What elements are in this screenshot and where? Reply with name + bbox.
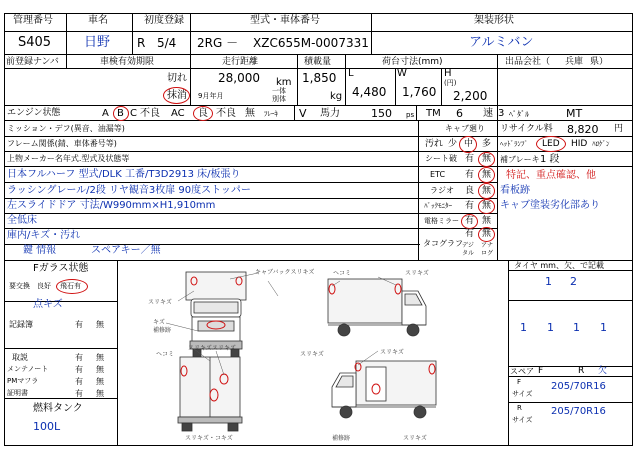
etc-no: 無: [482, 170, 492, 180]
dirt-low: 少: [448, 139, 458, 149]
frame-label: フレーム関係(錆、車体番号等): [7, 139, 117, 148]
taco-digi: デジ: [462, 242, 474, 249]
dims-label: 荷台寸法(mm): [382, 57, 443, 67]
dirt-mid-circle: [459, 136, 477, 153]
taco-tal: タル: [462, 250, 475, 257]
grid-line: [4, 213, 497, 214]
diagram-label: キズ: [153, 319, 165, 326]
cert-no: 無: [96, 389, 104, 398]
grid-line: [508, 376, 633, 377]
mirror-yes-circle: [461, 214, 478, 229]
glass-chip-circle: [56, 279, 88, 294]
grid-line: [66, 13, 67, 68]
spare-f: F: [538, 366, 544, 376]
headlamp-led: LED: [542, 139, 560, 149]
grid-line: [4, 120, 633, 121]
glass-state: 点キズ: [33, 299, 63, 310]
fuel-label: 燃料タンク: [33, 403, 83, 414]
glass-chip: 飛石有: [60, 282, 81, 290]
note-special: 特記、重点確認、他: [506, 170, 596, 181]
diagram-label: スリキズ: [403, 435, 427, 442]
back-no-circle: [478, 199, 495, 214]
era: R: [137, 36, 146, 50]
grid-line: [4, 182, 420, 183]
spec-line-3: 左スライドドア 寸法/W990mm×H1,910mm: [7, 200, 216, 211]
pm-label: PMマフラ: [7, 377, 39, 385]
maker-value: 日野: [84, 35, 111, 50]
cert-label: 証明書: [7, 389, 28, 397]
engine-bad: 不良: [140, 108, 160, 119]
mirror-label: 電格ミラー: [424, 217, 459, 225]
grid-line: [441, 68, 442, 105]
spec-line-4: 全低床: [7, 215, 37, 226]
taco-no-circle: [478, 227, 495, 242]
grid-line: [4, 348, 117, 349]
ac-label: AC: [171, 108, 185, 119]
grid-line: [4, 105, 633, 106]
grid-line: [294, 105, 295, 120]
grid-line: [4, 68, 633, 69]
taco-ana: アナ: [481, 242, 494, 249]
diagram-label: ヘコミ: [156, 351, 175, 358]
diagram-label: スリキズ: [300, 351, 324, 358]
headlamp-label: ﾍｯﾄﾞﾗﾝﾌﾟ: [500, 140, 528, 148]
grid-line: [508, 260, 509, 446]
taco-no: 無: [482, 229, 492, 239]
manual-label: 取説: [12, 353, 28, 362]
diagram-label: スリキズ: [212, 345, 236, 352]
spare-label: スペア: [510, 367, 534, 376]
model-prefix: 2RG －: [197, 36, 239, 50]
seat-no: 無: [482, 154, 492, 164]
diagram-label: スリキズ: [188, 345, 212, 352]
length-value: 4,480: [352, 85, 387, 99]
recycle-label: リサイクル料: [500, 124, 553, 134]
grid-line: [497, 105, 498, 260]
body-label: 架装形状: [474, 15, 514, 26]
dim-w-label: W: [397, 68, 407, 79]
model-label: 型式・車体番号: [250, 15, 320, 26]
rear-size-label: サイズ: [512, 416, 533, 424]
betsutai-label: 別体: [272, 95, 286, 103]
dirt-mid: 中: [464, 139, 474, 149]
inspection-date: 9月年月: [198, 92, 224, 100]
pm-yes: 有: [75, 377, 83, 386]
glass-replace: 要交換: [9, 282, 30, 290]
diagram-label: スリキズ: [148, 299, 172, 306]
km-unit: km: [276, 77, 292, 88]
cert-yes: 有: [75, 389, 83, 398]
taco-yes: 有: [465, 229, 475, 239]
etc-no-circle: [478, 167, 495, 183]
spec-line-1: 日本フルハーフ 型式/DLK 工番/T3D2913 床/板張り: [7, 169, 241, 180]
diagram-label: スリキズ・コキズ: [185, 435, 233, 442]
etc-label: ETC: [430, 170, 446, 179]
body-value: アルミバン: [469, 35, 534, 50]
engine-b: B: [117, 108, 124, 119]
dirt-many: 多: [482, 139, 492, 149]
dim-l-label: L: [348, 68, 354, 79]
exhibitor-label: 出品会社（: [505, 57, 551, 67]
ps-unit: ps: [406, 111, 415, 119]
tire-r2-c: 1: [573, 321, 580, 334]
maint-label: メンテノート: [7, 365, 49, 373]
capacity-label: 積載量: [304, 57, 332, 67]
truck-side-view-right-icon: [328, 279, 426, 336]
glass-title: Fガラス状態: [33, 263, 89, 274]
spare-missing: 欠: [598, 366, 608, 376]
record-label: 記録簿: [9, 320, 33, 329]
diagram-label: キャブバックスリキズ: [255, 269, 315, 276]
grid-line: [4, 136, 633, 137]
kg-unit: kg: [330, 91, 343, 102]
diagram-label: 補修跡: [153, 327, 172, 334]
grid-line: [4, 228, 497, 229]
ac-none: 無: [245, 108, 255, 119]
back-yes: 有: [465, 201, 475, 211]
grid-line: [132, 13, 133, 54]
grid-line: [190, 54, 191, 105]
note-cab-paint: キャブ塗装劣化部あり: [500, 200, 600, 211]
manual-yes: 有: [75, 353, 83, 362]
grid-line: [4, 54, 633, 55]
grid-line: [508, 300, 633, 301]
tm-value: 6: [456, 107, 463, 120]
inspection-label: 車検有効期限: [100, 57, 155, 67]
radio-no: 無: [482, 186, 492, 196]
note-sign-trace: 看板跡: [500, 185, 530, 196]
ac-good-circle: [193, 106, 213, 121]
aux-brake-label: 補ブレーキ: [500, 155, 540, 164]
mileage-value: 28,000: [218, 71, 260, 85]
grid-line: [297, 54, 298, 105]
ac-good: 良: [198, 108, 208, 119]
grid-line: [395, 68, 396, 105]
grid-line: [4, 151, 633, 152]
diagram-label: スリキズ: [405, 270, 429, 277]
front-tire-size: 205/70R16: [551, 381, 606, 392]
headlamp-halogen: ﾊﾛｹﾞﾝ: [592, 140, 610, 148]
first-reg-value: 5/4: [157, 36, 177, 50]
etc-yes: 有: [465, 170, 475, 180]
ac-bad: 不良: [216, 108, 236, 119]
capacity-value: 1,850: [302, 71, 337, 85]
seat-no-circle: [478, 152, 495, 167]
cab-label: キャブ廻り: [445, 124, 485, 133]
kire-label: 切れ: [167, 73, 187, 84]
dirt-label: 汚れ: [425, 139, 444, 149]
diagram-label: 補修跡: [332, 435, 351, 442]
manual-no: 無: [96, 353, 104, 362]
massho-label: 抹消: [167, 90, 187, 101]
key-info-value: スペアキー／無: [91, 245, 161, 256]
headlamp-hid: HID: [571, 139, 588, 149]
grid-line: [497, 54, 498, 105]
maint-no: 無: [96, 365, 104, 374]
tire-r1-b: 2: [570, 275, 577, 288]
kanri-label: 管理番号: [13, 15, 53, 26]
grid-line: [4, 398, 117, 399]
kanri-value: S405: [18, 35, 52, 50]
mt-value: MT: [566, 107, 583, 120]
grid-line: [190, 13, 191, 54]
mileage-label: 走行距離: [222, 57, 259, 67]
gear-number: 3: [498, 108, 505, 119]
tm-label: TM: [426, 108, 441, 119]
engine-a: A: [102, 108, 109, 119]
brake-value: V: [299, 107, 307, 120]
taco-log: ログ: [481, 250, 494, 257]
grid-line: [345, 54, 346, 105]
pm-no: 無: [96, 377, 104, 386]
taco-label: タコグラフ: [423, 239, 463, 248]
radio-label: ラジオ: [430, 186, 454, 195]
grid-line: [416, 105, 417, 120]
spec-line-5: 庫内/キズ・汚れ: [7, 230, 81, 241]
chassis-number: XZC655M-0007331: [253, 36, 369, 50]
engine-c: C: [130, 108, 137, 119]
glass-good: 良好: [37, 282, 51, 290]
spare-r: R: [578, 366, 585, 376]
dim-en: (円): [444, 79, 457, 87]
grid-line: [4, 198, 497, 199]
aux-brake-value: 1 段: [540, 154, 560, 165]
recycle-value: 8,820: [567, 123, 599, 136]
speed-label: 速: [483, 108, 493, 119]
recycle-yen: 円: [614, 124, 624, 134]
hp-value: 150: [371, 107, 392, 120]
tire-r2-a: 1: [520, 321, 527, 334]
maker-label: 車名: [88, 15, 108, 26]
first-reg-label: 初度登録: [144, 15, 184, 26]
rear-tire-size: 205/70R16: [551, 406, 606, 417]
radio-good: 良: [465, 186, 475, 196]
diagram-label: スリキズ: [380, 349, 404, 356]
mirror-yes: 有: [465, 216, 475, 226]
front-size-f: F: [517, 378, 522, 386]
exhibitor-value: 兵庫: [565, 57, 584, 67]
hp-label: 馬力: [320, 108, 340, 119]
rear-size-r: R: [517, 404, 522, 412]
mission-label: ミッション・デフ(異音、油漏等): [7, 124, 125, 133]
engine-b-circle: [113, 106, 129, 121]
back-no: 無: [482, 201, 492, 211]
massho-circle: [163, 87, 190, 104]
diagram-label: ヘコミ: [333, 270, 352, 277]
maint-yes: 有: [75, 365, 83, 374]
tire-r2-d: 1: [600, 321, 607, 334]
pedal-label: ﾍﾟﾀﾞﾙ: [509, 110, 529, 119]
back-monitor-label: ﾊﾞｯｸﾓﾆﾀｰ: [424, 202, 452, 210]
ichitai-label: 一体: [272, 87, 286, 95]
mirror-no: 無: [482, 216, 492, 226]
truck-side-view-left-icon: [332, 361, 436, 418]
grid-line: [508, 402, 633, 403]
grid-line: [371, 13, 372, 54]
front-size-label: サイズ: [512, 390, 533, 398]
key-info-label: 鍵 情報: [23, 245, 57, 256]
fuel-value: 100L: [33, 420, 61, 433]
grid-line: [4, 166, 633, 167]
upper-label: 上物メーカー名年式.型式及状態等: [7, 154, 130, 163]
headlamp-led-circle: [536, 136, 566, 152]
spec-line-2: ラッシングレール/2段 リヤ観音3枚扉 90度ストッパー: [7, 185, 251, 196]
record-no: 無: [96, 320, 104, 329]
grid-line: [418, 120, 419, 260]
tire-title: タイヤ mm、欠、で記載: [514, 261, 604, 270]
dim-h-label: H: [444, 68, 452, 79]
grid-line: [508, 270, 633, 271]
width-value: 1,760: [402, 85, 437, 99]
engine-label: エンジン状態: [7, 108, 61, 118]
grid-line: [4, 31, 633, 32]
height-value: 2,200: [453, 89, 488, 103]
grid-line: [4, 244, 420, 245]
plate-label: 前登録ナンバ: [6, 57, 59, 67]
seat-label: シート破: [425, 154, 457, 163]
seat-yes: 有: [465, 154, 475, 164]
record-yes: 有: [75, 320, 83, 329]
radio-no-circle: [478, 183, 495, 199]
exhibitor-suffix: 県）: [590, 57, 609, 67]
tire-r1-a: 1: [545, 275, 552, 288]
brake-label: ﾌﾚｰｷ: [264, 110, 278, 118]
tire-r2-b: 1: [547, 321, 554, 334]
